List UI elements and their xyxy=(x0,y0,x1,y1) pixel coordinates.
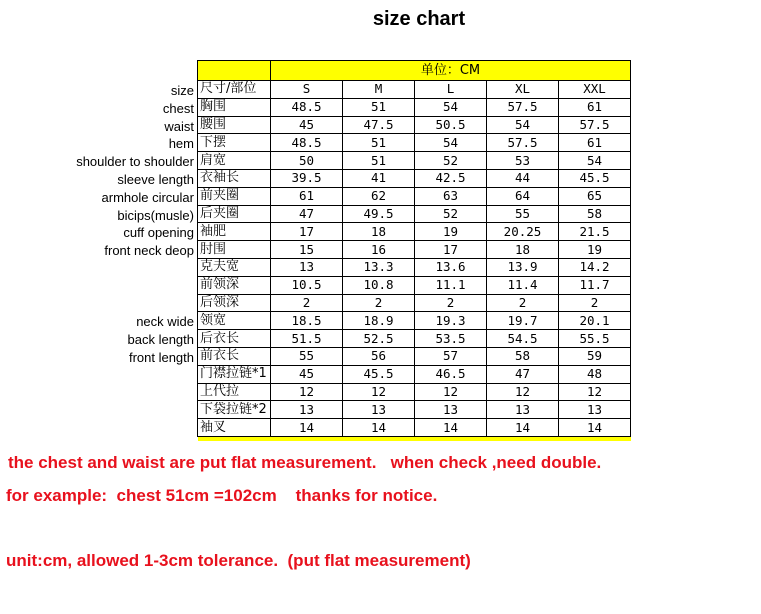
size-header-xxl: XXL xyxy=(559,81,631,99)
value-cell: 57.5 xyxy=(487,98,559,116)
value-cell: 13 xyxy=(271,258,343,276)
value-cell: 55 xyxy=(271,347,343,365)
value-cell: 13 xyxy=(559,401,631,419)
table-row xyxy=(198,223,631,241)
value-cell: 13.3 xyxy=(343,258,415,276)
unit-cell-blank xyxy=(198,61,271,81)
row-en-label xyxy=(76,278,194,296)
value-cell: 54.5 xyxy=(487,330,559,348)
value-cell: 11.1 xyxy=(415,276,487,294)
value-cell: 56 xyxy=(343,347,415,365)
value-cell: 2 xyxy=(271,294,343,312)
row-en-label: chest xyxy=(162,100,194,116)
value-cell: 62 xyxy=(343,187,415,205)
row-cn-label: 衣袖长 xyxy=(198,169,271,187)
value-cell: 2 xyxy=(559,294,631,312)
value-cell: 52 xyxy=(415,152,487,170)
row-en-label: cuff opening xyxy=(123,225,194,241)
row-en-label xyxy=(76,296,194,314)
value-cell: 14.2 xyxy=(559,258,631,276)
value-cell: 11.7 xyxy=(559,276,631,294)
row-cn-label: 袖肥 xyxy=(198,223,271,241)
table-row xyxy=(198,98,631,116)
note-line-2: for example: chest 51cm =102cm thanks for notice. xyxy=(6,486,438,505)
value-cell: 58 xyxy=(487,347,559,365)
value-cell: 19 xyxy=(559,241,631,259)
value-cell: 63 xyxy=(415,187,487,205)
value-cell: 46.5 xyxy=(415,365,487,383)
value-cell: 59 xyxy=(559,347,631,365)
value-cell: 58 xyxy=(559,205,631,223)
table-row xyxy=(198,365,631,383)
value-cell: 10.8 xyxy=(343,276,415,294)
value-cell: 2 xyxy=(487,294,559,312)
value-cell: 54 xyxy=(415,98,487,116)
value-cell: 19 xyxy=(415,223,487,241)
value-cell: 12 xyxy=(559,383,631,401)
value-cell: 2 xyxy=(343,294,415,312)
table-row xyxy=(198,258,631,276)
value-cell: 14 xyxy=(271,419,343,437)
value-cell: 15 xyxy=(271,241,343,259)
value-cell: 12 xyxy=(487,383,559,401)
table-row xyxy=(198,205,631,223)
footer-cell xyxy=(198,436,271,441)
table-row xyxy=(198,187,631,205)
row-cn-label: 胸围 xyxy=(198,98,271,116)
row-en-label xyxy=(76,420,194,438)
footer-cell xyxy=(559,436,631,441)
value-cell: 51 xyxy=(343,152,415,170)
row-cn-label: 后领深 xyxy=(198,294,271,312)
value-cell: 12 xyxy=(415,383,487,401)
row-en-label: hem xyxy=(168,136,194,152)
value-cell: 47 xyxy=(487,365,559,383)
value-cell: 61 xyxy=(271,187,343,205)
row-en-label: neck wide xyxy=(136,314,194,330)
value-cell: 18.5 xyxy=(271,312,343,330)
value-cell: 13.9 xyxy=(487,258,559,276)
value-cell: 42.5 xyxy=(415,169,487,187)
table-row xyxy=(198,276,631,294)
row-cn-label: 腰围 xyxy=(198,116,271,134)
size-chart-table xyxy=(197,60,631,441)
value-cell: 48.5 xyxy=(271,134,343,152)
value-cell: 61 xyxy=(559,134,631,152)
row-cn-label: 下袋拉链*2 xyxy=(198,401,271,419)
table-row xyxy=(198,383,631,401)
row-cn-label: 前夹圈 xyxy=(198,187,271,205)
row-en-label: sleeve length xyxy=(117,171,194,187)
value-cell: 18.9 xyxy=(343,312,415,330)
table-row xyxy=(198,312,631,330)
table-row xyxy=(198,169,631,187)
value-cell: 20.25 xyxy=(487,223,559,241)
row-en-label: bicips(musle) xyxy=(117,207,194,223)
value-cell: 47.5 xyxy=(343,116,415,134)
row-cn-label: 前衣长 xyxy=(198,347,271,365)
row-cn-label: 克夫宽 xyxy=(198,258,271,276)
row-en-label: armhole circular xyxy=(101,189,194,205)
value-cell: 12 xyxy=(343,383,415,401)
row-cn-label: 袖叉 xyxy=(198,419,271,437)
value-cell: 49.5 xyxy=(343,205,415,223)
row-en-label: front neck deop xyxy=(104,243,194,259)
row-cn-label: 肘围 xyxy=(198,241,271,259)
value-cell: 52 xyxy=(415,205,487,223)
value-cell: 45 xyxy=(271,365,343,383)
size-header-s: S xyxy=(271,81,343,99)
value-cell: 51 xyxy=(343,134,415,152)
row-cn-label: 后衣长 xyxy=(198,330,271,348)
value-cell: 11.4 xyxy=(487,276,559,294)
value-cell: 51 xyxy=(343,98,415,116)
unit-label: 单位：CM xyxy=(271,61,631,81)
size-header-l: L xyxy=(415,81,487,99)
value-cell: 20.1 xyxy=(559,312,631,330)
value-cell: 55.5 xyxy=(559,330,631,348)
row-en-label xyxy=(76,367,194,385)
row-cn-label: 下摆 xyxy=(198,134,271,152)
row-en-label xyxy=(76,260,194,278)
value-cell: 61 xyxy=(559,98,631,116)
table-row xyxy=(198,294,631,312)
row-cn-label: 后夹圈 xyxy=(198,205,271,223)
footer-cell xyxy=(343,436,415,441)
value-cell: 21.5 xyxy=(559,223,631,241)
english-labels xyxy=(76,82,194,438)
value-cell: 14 xyxy=(559,419,631,437)
row-cn-label: 前领深 xyxy=(198,276,271,294)
table-row xyxy=(198,401,631,419)
value-cell: 57 xyxy=(415,347,487,365)
value-cell: 54 xyxy=(415,134,487,152)
value-cell: 14 xyxy=(343,419,415,437)
row-cn-label: 肩宽 xyxy=(198,152,271,170)
size-label: size xyxy=(170,83,194,98)
value-cell: 54 xyxy=(559,152,631,170)
footer-cell xyxy=(271,436,343,441)
row-en-label: back length xyxy=(127,332,194,348)
value-cell: 19.7 xyxy=(487,312,559,330)
value-cell: 53.5 xyxy=(415,330,487,348)
footer-strip xyxy=(198,436,631,441)
value-cell: 13 xyxy=(415,401,487,419)
row-en-label xyxy=(76,402,194,420)
table-row xyxy=(198,116,631,134)
value-cell: 18 xyxy=(343,223,415,241)
value-cell: 48.5 xyxy=(271,98,343,116)
value-cell: 54 xyxy=(487,116,559,134)
value-cell: 13 xyxy=(271,401,343,419)
value-cell: 50 xyxy=(271,152,343,170)
note-line-1: the chest and waist are put flat measurement. when check ,need double. xyxy=(8,453,602,472)
table-row xyxy=(198,152,631,170)
value-cell: 12 xyxy=(271,383,343,401)
row-en-label: waist xyxy=(164,118,194,134)
value-cell: 52.5 xyxy=(343,330,415,348)
value-cell: 45 xyxy=(271,116,343,134)
footer-cell xyxy=(415,436,487,441)
value-cell: 16 xyxy=(343,241,415,259)
value-cell: 39.5 xyxy=(271,169,343,187)
value-cell: 51.5 xyxy=(271,330,343,348)
value-cell: 13 xyxy=(343,401,415,419)
value-cell: 47 xyxy=(271,205,343,223)
size-header-xl: XL xyxy=(487,81,559,99)
value-cell: 19.3 xyxy=(415,312,487,330)
value-cell: 65 xyxy=(559,187,631,205)
value-cell: 45.5 xyxy=(559,169,631,187)
unit-row xyxy=(198,61,631,81)
header-row xyxy=(198,81,631,99)
row-en-label: front length xyxy=(128,349,194,365)
page-title: size chart xyxy=(372,8,466,30)
table-row xyxy=(198,241,631,259)
value-cell: 14 xyxy=(487,419,559,437)
row-en-label: shoulder to shoulder xyxy=(76,154,194,170)
table-row xyxy=(198,134,631,152)
header-cn: 尺寸/部位 xyxy=(198,81,271,99)
value-cell: 41 xyxy=(343,169,415,187)
value-cell: 17 xyxy=(271,223,343,241)
table-row xyxy=(198,347,631,365)
value-cell: 57.5 xyxy=(487,134,559,152)
row-cn-label: 门襟拉链*1 xyxy=(198,365,271,383)
table-row xyxy=(198,330,631,348)
footer-cell xyxy=(487,436,559,441)
value-cell: 17 xyxy=(415,241,487,259)
value-cell: 64 xyxy=(487,187,559,205)
value-cell: 48 xyxy=(559,365,631,383)
note-line-3: unit:cm, allowed 1-3cm tolerance. (put flat measurement) xyxy=(6,551,471,570)
value-cell: 13 xyxy=(487,401,559,419)
value-cell: 13.6 xyxy=(415,258,487,276)
value-cell: 18 xyxy=(487,241,559,259)
row-cn-label: 领宽 xyxy=(198,312,271,330)
value-cell: 10.5 xyxy=(271,276,343,294)
row-cn-label: 上代拉 xyxy=(198,383,271,401)
value-cell: 53 xyxy=(487,152,559,170)
value-cell: 14 xyxy=(415,419,487,437)
value-cell: 44 xyxy=(487,169,559,187)
value-cell: 57.5 xyxy=(559,116,631,134)
row-en-label xyxy=(76,385,194,403)
value-cell: 50.5 xyxy=(415,116,487,134)
table-row xyxy=(198,419,631,437)
size-header-m: M xyxy=(343,81,415,99)
value-cell: 2 xyxy=(415,294,487,312)
value-cell: 45.5 xyxy=(343,365,415,383)
value-cell: 55 xyxy=(487,205,559,223)
